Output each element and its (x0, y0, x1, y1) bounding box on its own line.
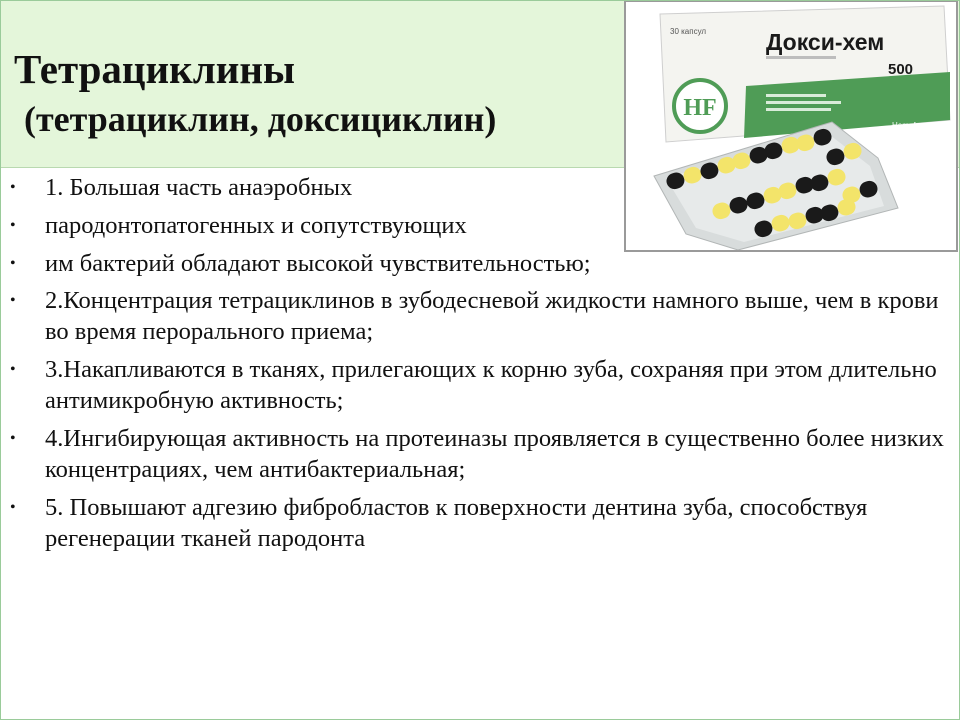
bullet-item (0, 492, 955, 554)
bullet-text: 1. Большая часть анаэробных (45, 174, 353, 201)
bullet-list (0, 172, 955, 554)
bullet-dot-icon: • (10, 292, 16, 309)
bullet-text: 3.Накапливаются в тканях, прилегающих к корню зуба, сохраняя при этом длительно антимикробную активность; (45, 356, 937, 414)
bullet-item (0, 354, 955, 416)
manufacturer-text: Hemofarm (892, 121, 930, 130)
bullet-item (0, 210, 955, 241)
slide-title: Тетрациклины (14, 46, 296, 92)
bullet-item (0, 172, 955, 203)
bullet-item (0, 423, 955, 485)
bullet-dot-icon: • (10, 179, 16, 196)
bullet-text: 5. Повышают адгезию фибробластов к поверхности дентина зуба, способствуя регенерации тканей пародонта (45, 494, 868, 552)
brand-name-text: Докси-хем (766, 29, 885, 55)
bullet-dot-icon: • (10, 255, 16, 272)
bullet-item (0, 248, 955, 279)
bullet-text: пародонтопатогенных и сопутствующих (45, 212, 467, 239)
slide-subtitle: (тетрациклин, доксициклин) (24, 99, 497, 139)
bullet-text: 2.Концентрация тетрациклинов в зубодесневой жидкости намного выше, чем в крови во время перорального приема; (45, 287, 939, 345)
bullet-dot-icon: • (10, 217, 16, 234)
capsule-count-text: 30 капсул (670, 27, 707, 36)
bullet-item (0, 285, 955, 347)
bullet-dot-icon: • (10, 499, 16, 516)
bullet-text: им бактерий обладают высокой чувствительностью; (45, 250, 591, 277)
logo-text: HF (683, 95, 717, 121)
bullet-dot-icon: • (10, 430, 16, 447)
bullet-text: 4.Ингибирующая активность на протеиназы проявляется в существенно более низких концентрациях, чем антибактериальная; (45, 425, 944, 483)
bullet-dot-icon: • (10, 361, 16, 378)
medicine-box (660, 6, 950, 142)
dose-text: 500 (888, 61, 914, 78)
